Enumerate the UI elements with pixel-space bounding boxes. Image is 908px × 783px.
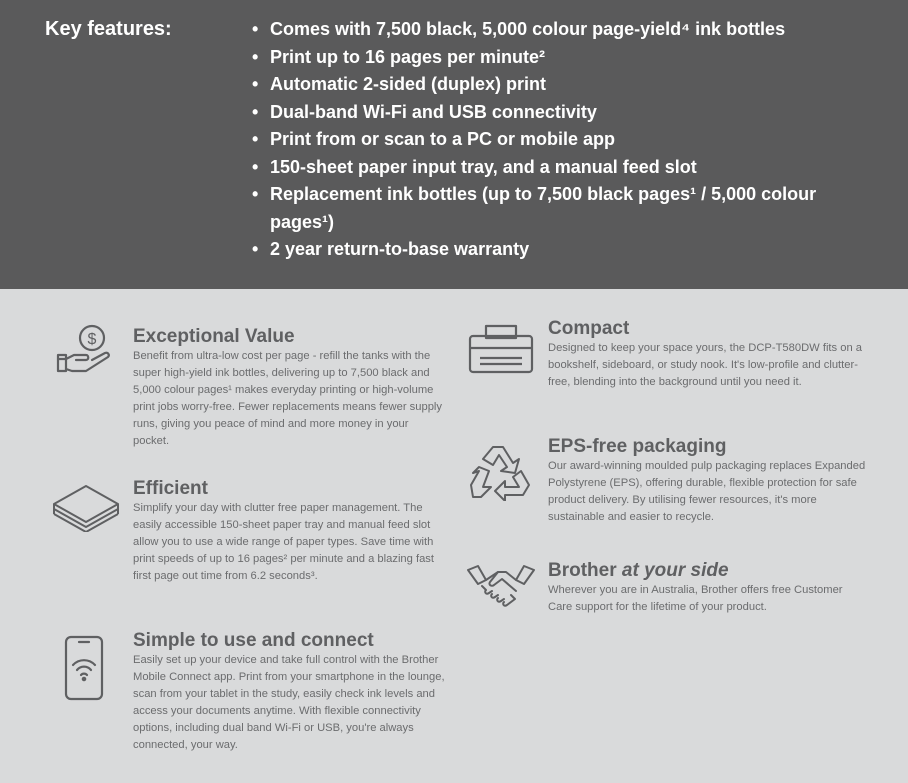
key-features-title: Key features: <box>45 18 172 40</box>
feature-compact <box>548 318 868 391</box>
key-feature-item: • Comes with 7,500 black, 5,000 colour page-yield⁴ ink bottles <box>252 16 852 44</box>
feature-text: Designed to keep your space yours, the DCP-T580DW fits on a bookshelf, sideboard, or study nook. It's low-profile and clutter-free, blending into the background until you need it. <box>548 342 863 388</box>
recycle-icon <box>469 441 533 501</box>
printer-icon <box>468 324 534 376</box>
feature-details <box>0 289 908 783</box>
key-feature-item: • Automatic 2-sided (duplex) print <box>252 71 852 99</box>
feature-efficient <box>133 478 445 585</box>
key-feature-item: • Replacement ink bottles (up to 7,500 black pages¹ / 5,000 colour pages¹) <box>252 181 832 236</box>
feature-text: Benefit from ultra-low cost per page - refill the tanks with the super high-yield ink bottles, delivering up to 7,500 black and 5,000 colour pages¹ makes everyday printing or high-volume print jobs worry-free. Fewer replacements means fewer supply runs, giving you peace of mind and more money in your pocket. <box>133 350 443 447</box>
key-feature-item: • Print up to 16 pages per minute² <box>252 44 852 72</box>
key-feature-item: • Dual-band Wi-Fi and USB connectivity <box>252 99 852 127</box>
title-italic: at your side <box>621 560 729 581</box>
feature-title <box>548 560 868 582</box>
hand-coin-icon <box>54 323 116 375</box>
key-feature-item: • Print from or scan to a PC or mobile app <box>252 126 852 154</box>
feature-text: Wherever you are in Australia, Brother offers free Customer Care support for the lifetime of your product. <box>548 584 843 613</box>
smartphone-wifi-icon <box>64 635 104 701</box>
feature-text: Our award-winning moulded pulp packaging replaces Expanded Polystyrene (EPS), offering durable, flexible protection for safe product delivery. By utilising fewer resources, it's more sustainable and easier to recycle. <box>548 460 866 523</box>
feature-title: Compact <box>548 318 630 339</box>
handshake-icon <box>466 564 536 610</box>
svg-text:$: $ <box>87 331 97 348</box>
feature-title: Efficient <box>133 478 208 499</box>
title-plain: Brother <box>548 560 622 581</box>
feature-exceptional-value <box>133 326 445 450</box>
feature-title: Exceptional Value <box>133 326 295 347</box>
feature-title: EPS-free packaging <box>548 436 727 457</box>
feature-text: Simplify your day with clutter free paper management. The easily accessible 150-sheet paper tray and manual feed slot allow you to use a wide range of paper types. Save time with print speeds of up to 16 pages² per minute and a blazing fast first page out time from 6.2 seconds³. <box>133 502 435 582</box>
key-features-list <box>252 16 852 264</box>
paper-stack-icon <box>52 482 120 532</box>
feature-eps-free <box>548 436 868 526</box>
key-feature-item: • 2 year return-to-base warranty <box>252 236 852 264</box>
key-features-panel <box>0 0 908 289</box>
feature-text: Easily set up your device and take full control with the Brother Mobile Connect app. Print from your smartphone in the lounge, scan from your tablet in the study, easily check ink levels and access your documents anytime. With flexible connectivity options, including dual band Wi-Fi or USB, you're always connected, your way. <box>133 654 445 751</box>
feature-simple-connect <box>133 630 445 754</box>
feature-title: Simple to use and connect <box>133 630 374 651</box>
key-feature-item: • 150-sheet paper input tray, and a manual feed slot <box>252 154 852 182</box>
feature-brother-at-your-side <box>548 560 868 616</box>
